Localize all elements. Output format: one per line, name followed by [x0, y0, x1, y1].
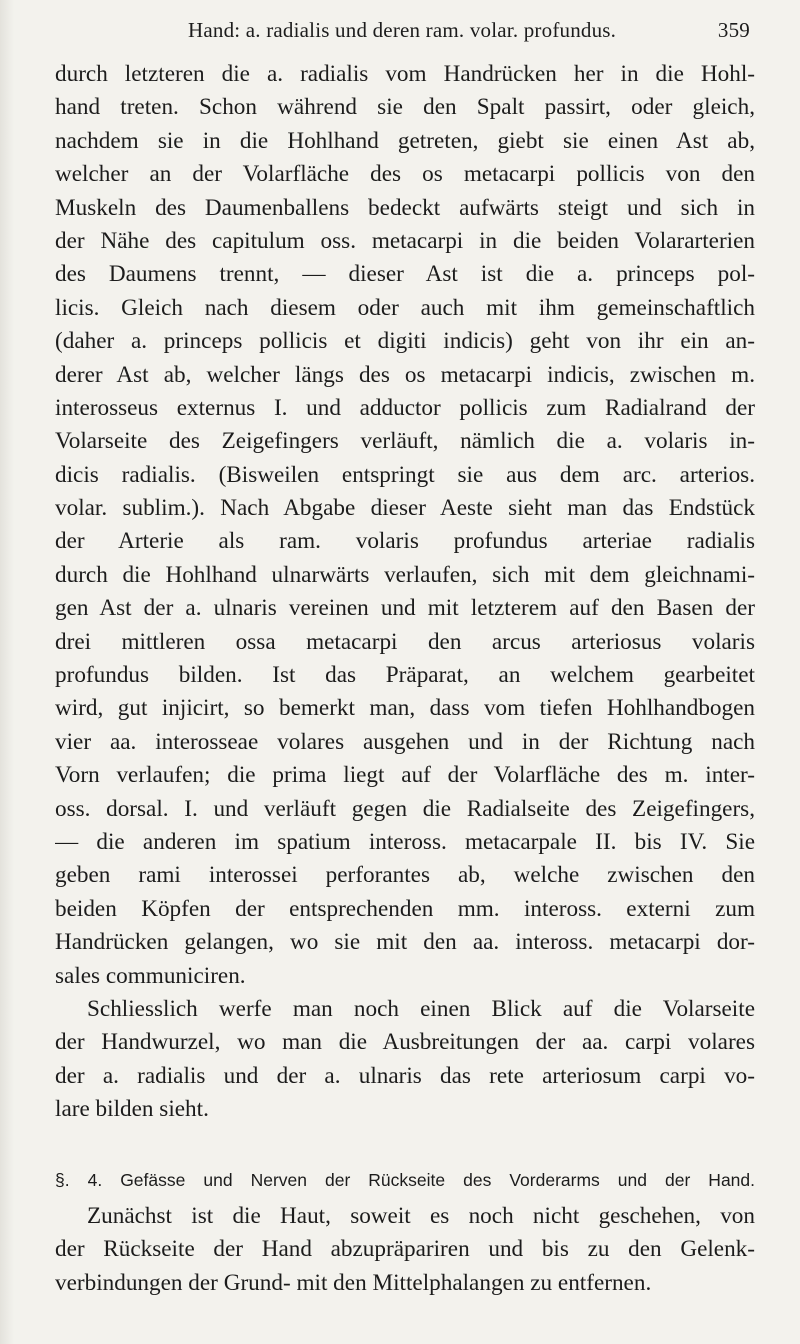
text-line: lare bilden sieht. — [55, 1096, 209, 1123]
text-line: durch letzteren die a. radialis vom Handrücken her in die Hohl- — [55, 61, 755, 87]
text-line: geben rami interossei perforantes ab, welche zwischen den — [55, 862, 755, 889]
text-line: beiden Köpfen der entsprechenden mm. inteross. externi zum — [55, 895, 755, 922]
text-line: profundus bilden. Ist das Präparat, an welchem gearbeitet — [55, 662, 755, 689]
text-line: der Nähe des capitulum oss. metacarpi in die beiden Volararterien — [55, 227, 755, 254]
text-line: Schliesslich werfe man noch einen Blick auf die Volarseite — [87, 995, 755, 1022]
text-line: durch die Hohlhand ulnarwärts verlaufen, sich mit dem gleichnami- — [55, 561, 755, 588]
text-line: Volarseite des Zeigefingers verläuft, nämlich die a. volaris in- — [55, 428, 755, 455]
text-line: der Rückseite der Hand abzupräpariren und bis zu den Gelenk- — [55, 1236, 755, 1263]
text-line: gen Ast der a. ulnaris vereinen und mit letzterem auf den Basen der — [55, 595, 755, 622]
text-line: der Handwurzel, wo man die Ausbreitungen der aa. carpi volares — [55, 1029, 755, 1056]
text-line: verbindungen der Grund- mit den Mittelphalangen zu entfernen. — [55, 1269, 652, 1296]
text-line: oss. dorsal. I. und verläuft gegen die Radialseite des Zeigefingers, — [55, 795, 755, 822]
text-line: welcher an der Volarfläche des os metacarpi pollicis von den — [55, 161, 755, 188]
paragraph-radialis — [55, 58, 755, 1127]
text-line: licis. Gleich nach diesem oder auch mit ihm gemeinschaftlich — [55, 294, 755, 321]
page-number: 359 — [717, 18, 750, 42]
running-head-title: Hand: a. radialis und deren ram. volar. profundus. — [188, 18, 617, 42]
text-line: interosseus externus I. und adductor pollicis zum Radialrand der — [55, 394, 755, 421]
text-line: dicis radialis. (Bisweilen entspringt sie aus dem arc. arterios. — [55, 461, 755, 488]
text-line: des Daumens trennt, — dieser Ast ist die a. princeps pol- — [55, 261, 755, 288]
section-heading: §. 4. Gefässe und Nerven der Rückseite des Vorderarms und der Hand. — [55, 1170, 755, 1190]
paragraph-dorsal-hand — [55, 1200, 755, 1300]
text-line: drei mittleren ossa metacarpi den arcus arteriosus volaris — [55, 628, 755, 655]
text-line: (daher a. princeps pollicis et digiti indicis) geht von ihr ein an- — [55, 328, 755, 355]
text-line: wird, gut injicirt, so bemerkt man, dass vom tiefen Hohlhandbogen — [55, 695, 755, 722]
text-line: Zunächst ist die Haut, soweit es noch nicht geschehen, von — [87, 1203, 755, 1229]
text-line: volar. sublim.). Nach Abgabe dieser Aeste sieht man das Endstück — [55, 495, 755, 522]
text-line: der Arterie als ram. volaris profundus arteriae radialis — [55, 528, 755, 555]
text-line: Muskeln des Daumenballens bedeckt aufwärts steigt und sich in — [55, 194, 755, 221]
text-line: hand treten. Schon während sie den Spalt passirt, oder gleich, — [55, 94, 755, 121]
text-line: der a. radialis und der a. ulnaris das rete arteriosum carpi vo- — [55, 1062, 755, 1089]
text-line: sales communiciren. — [55, 962, 246, 989]
text-line: nachdem sie in die Hohlhand getreten, giebt sie einen Ast ab, — [55, 127, 755, 154]
page-edge-shadow — [0, 0, 14, 1344]
text-line: vier aa. interosseae volares ausgehen und in der Richtung nach — [55, 728, 755, 755]
text-line: derer Ast ab, welcher längs des os metacarpi indicis, zwischen m. — [55, 361, 755, 388]
text-line: Vorn verlaufen; die prima liegt auf der Volarfläche des m. inter- — [55, 762, 755, 789]
text-line: — die anderen im spatium inteross. metacarpale II. bis IV. Sie — [55, 828, 755, 855]
text-line: Handrücken gelangen, wo sie mit den aa. inteross. metacarpi dor- — [55, 929, 755, 956]
